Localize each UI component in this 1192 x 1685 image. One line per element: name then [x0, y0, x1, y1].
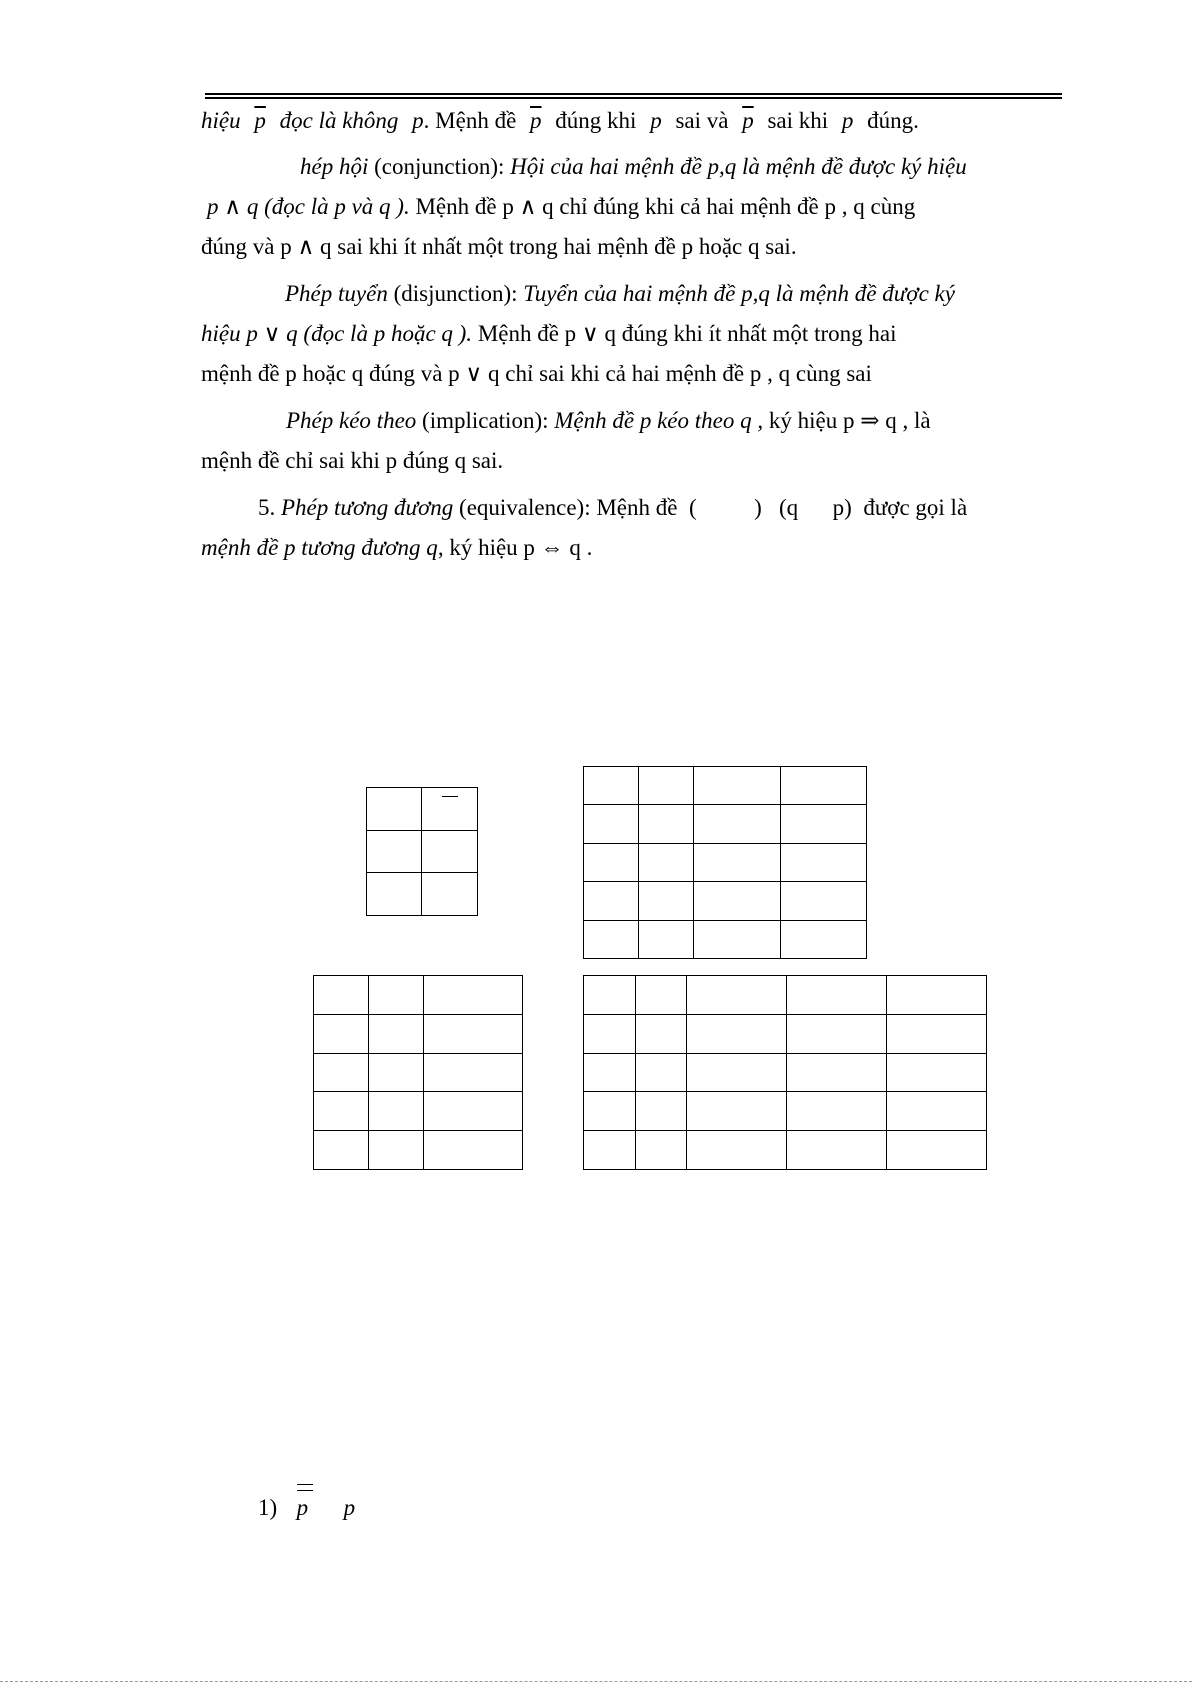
table-cell	[787, 976, 887, 1015]
table-cell	[687, 1092, 787, 1131]
truth-table-top-right	[583, 766, 867, 959]
table-cell	[694, 843, 781, 881]
disjunction-reading: hiệu p ∨ q (đọc là p hoặc q ).	[201, 321, 473, 346]
implication-definition: Mệnh đề p kéo theo q ,	[554, 408, 764, 433]
conjunction-reading: (đọc là p và q ).	[264, 194, 410, 219]
item-1-line	[258, 1494, 355, 1522]
header-rule-bottom	[205, 97, 1062, 99]
table-cell	[781, 882, 867, 920]
table-cell	[369, 1092, 424, 1131]
table-cell	[639, 843, 694, 881]
table-cell	[314, 1131, 369, 1170]
implication-text: ký hiệu p ⇒ q , là	[768, 408, 931, 433]
table-cell	[424, 1014, 523, 1053]
table-row	[367, 830, 478, 873]
table-cell	[422, 788, 478, 831]
conjunction-en: (conjunction):	[374, 154, 505, 179]
table-cell	[781, 920, 867, 958]
equivalence-title-line	[258, 494, 1075, 522]
table-cell	[639, 920, 694, 958]
table-cell	[787, 1014, 887, 1053]
implication-en: (implication):	[422, 408, 549, 433]
conjunction-text: đúng và p ∧ q sai khi ít nhất một trong hai mệnh đề p hoặc q sai.	[201, 234, 797, 259]
table-cell	[694, 920, 781, 958]
item-number: 5.	[258, 495, 276, 520]
table-cell	[694, 805, 781, 843]
table-cell	[639, 882, 694, 920]
p-bar: $\overline{p}$	[254, 108, 266, 133]
conjunction-text: Mệnh đề p ∧ q chỉ đúng khi cả hai mệnh đề p , q cùng	[415, 194, 916, 219]
table-cell	[887, 1053, 987, 1092]
table-cell	[424, 1053, 523, 1092]
table-cell	[424, 1092, 523, 1131]
table-cell	[636, 1014, 687, 1053]
table-cell	[639, 767, 694, 805]
table-cell	[787, 1131, 887, 1170]
disjunction-title-line	[285, 280, 1075, 308]
equivalence-text: , ký hiệu p ⇔ q .	[437, 535, 593, 560]
table-cell	[636, 1053, 687, 1092]
table-row	[367, 873, 478, 916]
table-cell	[584, 882, 639, 920]
table-cell	[887, 1092, 987, 1131]
table-cell	[694, 882, 781, 920]
implication-title: Phép kéo theo	[286, 408, 417, 433]
table-cell	[887, 1014, 987, 1053]
table-row	[584, 920, 867, 958]
formula-p-and-q: p ∧ q	[207, 194, 259, 219]
table-cell	[584, 1131, 636, 1170]
table-cell	[584, 976, 636, 1015]
equivalence-title: Phép tương đương	[281, 495, 454, 520]
p-bar: $\overline{p}$	[530, 108, 542, 133]
table-cell	[422, 873, 478, 916]
disjunction-line-3	[201, 360, 872, 388]
table-cell	[781, 805, 867, 843]
p-bar: $\overline{p}$	[742, 108, 754, 133]
table-cell	[636, 1092, 687, 1131]
table-cell	[367, 788, 422, 831]
var-p: p	[841, 108, 854, 133]
table-row	[584, 882, 867, 920]
text-fragment: đúng khi	[555, 108, 637, 133]
var-p: p	[412, 108, 424, 133]
table-cell	[887, 976, 987, 1015]
conjunction-title-line	[300, 153, 1075, 181]
table-cell	[887, 1131, 987, 1170]
table-cell	[584, 920, 639, 958]
text-fragment: . Mệnh đề	[423, 108, 517, 133]
table-row	[314, 976, 523, 1015]
table-row	[367, 788, 478, 831]
text-fragment: sai khi	[767, 108, 829, 133]
table-cell	[369, 1014, 424, 1053]
disjunction-text: Mệnh đề p ∨ q đúng khi ít nhất một trong hai	[477, 321, 897, 346]
var-p-double-bar: p	[296, 1495, 309, 1520]
disjunction-definition: Tuyển của hai mệnh đề p,q là mệnh đề được ký	[523, 281, 955, 306]
table-row	[584, 843, 867, 881]
table-cell	[369, 1131, 424, 1170]
negation-overbar-mark	[442, 796, 458, 797]
table-row	[314, 1053, 523, 1092]
conjunction-line-3	[201, 233, 797, 261]
table-row	[584, 1131, 987, 1170]
equivalence-en: (equivalence):	[459, 495, 591, 520]
table-row	[584, 976, 987, 1015]
implication-line-2	[201, 447, 503, 475]
negation-line	[201, 107, 919, 135]
table-cell	[584, 805, 639, 843]
table-cell	[314, 1014, 369, 1053]
table-cell	[694, 767, 781, 805]
equivalence-line-2	[201, 534, 592, 562]
table-row	[314, 1092, 523, 1131]
table-cell	[584, 1053, 636, 1092]
table-cell	[687, 1014, 787, 1053]
table-cell	[584, 1092, 636, 1131]
table-cell	[636, 976, 687, 1015]
page-bottom-edge	[0, 1681, 1192, 1682]
table-row	[314, 1131, 523, 1170]
equivalence-reading: mệnh đề p tương đương q	[201, 535, 438, 560]
disjunction-en: (disjunction):	[393, 281, 518, 306]
double-bar-mark	[297, 1484, 313, 1491]
table-cell	[781, 843, 867, 881]
table-cell	[584, 767, 639, 805]
conjunction-line-2	[207, 193, 1075, 221]
text-fragment: hiệu	[201, 108, 241, 133]
table-cell	[781, 767, 867, 805]
implication-title-line	[286, 407, 1075, 435]
table-cell	[367, 830, 422, 873]
text-fragment: sai và	[675, 108, 729, 133]
table-cell	[424, 1131, 523, 1170]
var-p: p	[650, 108, 662, 133]
truth-table-negation	[366, 787, 478, 916]
table-cell	[314, 1092, 369, 1131]
table-cell	[787, 1092, 887, 1131]
table-cell	[369, 976, 424, 1015]
table-cell	[314, 1053, 369, 1092]
text-fragment: đọc là không	[279, 108, 399, 133]
disjunction-text: mệnh đề p hoặc q đúng và p ∨ q chỉ sai khi cả hai mệnh đề p , q cùng sai	[201, 361, 872, 386]
text-fragment: đúng.	[867, 108, 919, 133]
header-rule-top	[205, 93, 1062, 95]
table-cell	[367, 873, 422, 916]
conjunction-definition: Hội của hai mệnh đề p,q là mệnh đề được ký hiệu	[510, 154, 967, 179]
table-cell	[639, 805, 694, 843]
table-row	[584, 767, 867, 805]
table-row	[584, 1053, 987, 1092]
disjunction-title: Phép tuyển	[285, 281, 388, 306]
truth-table-bottom-left	[313, 975, 523, 1170]
table-cell	[422, 830, 478, 873]
table-row	[584, 1014, 987, 1053]
table-row	[314, 1014, 523, 1053]
truth-table-bottom-right	[583, 975, 987, 1170]
table-cell	[369, 1053, 424, 1092]
implication-text: mệnh đề chỉ sai khi p đúng q sai.	[201, 448, 504, 473]
equivalence-text: Mệnh đề ( ) (q p) được gọi là	[596, 495, 968, 520]
item-number: 1)	[258, 1495, 278, 1520]
table-cell	[687, 1131, 787, 1170]
var-p: p	[343, 1495, 356, 1520]
table-cell	[787, 1053, 887, 1092]
table-cell	[314, 976, 369, 1015]
table-cell	[424, 976, 523, 1015]
disjunction-line-2	[201, 320, 1075, 348]
table-row	[584, 805, 867, 843]
table-cell	[584, 1014, 636, 1053]
conjunction-title: hép hội	[300, 154, 369, 179]
table-cell	[687, 1053, 787, 1092]
table-cell	[584, 843, 639, 881]
table-cell	[687, 976, 787, 1015]
table-cell	[636, 1131, 687, 1170]
table-row	[584, 1092, 987, 1131]
